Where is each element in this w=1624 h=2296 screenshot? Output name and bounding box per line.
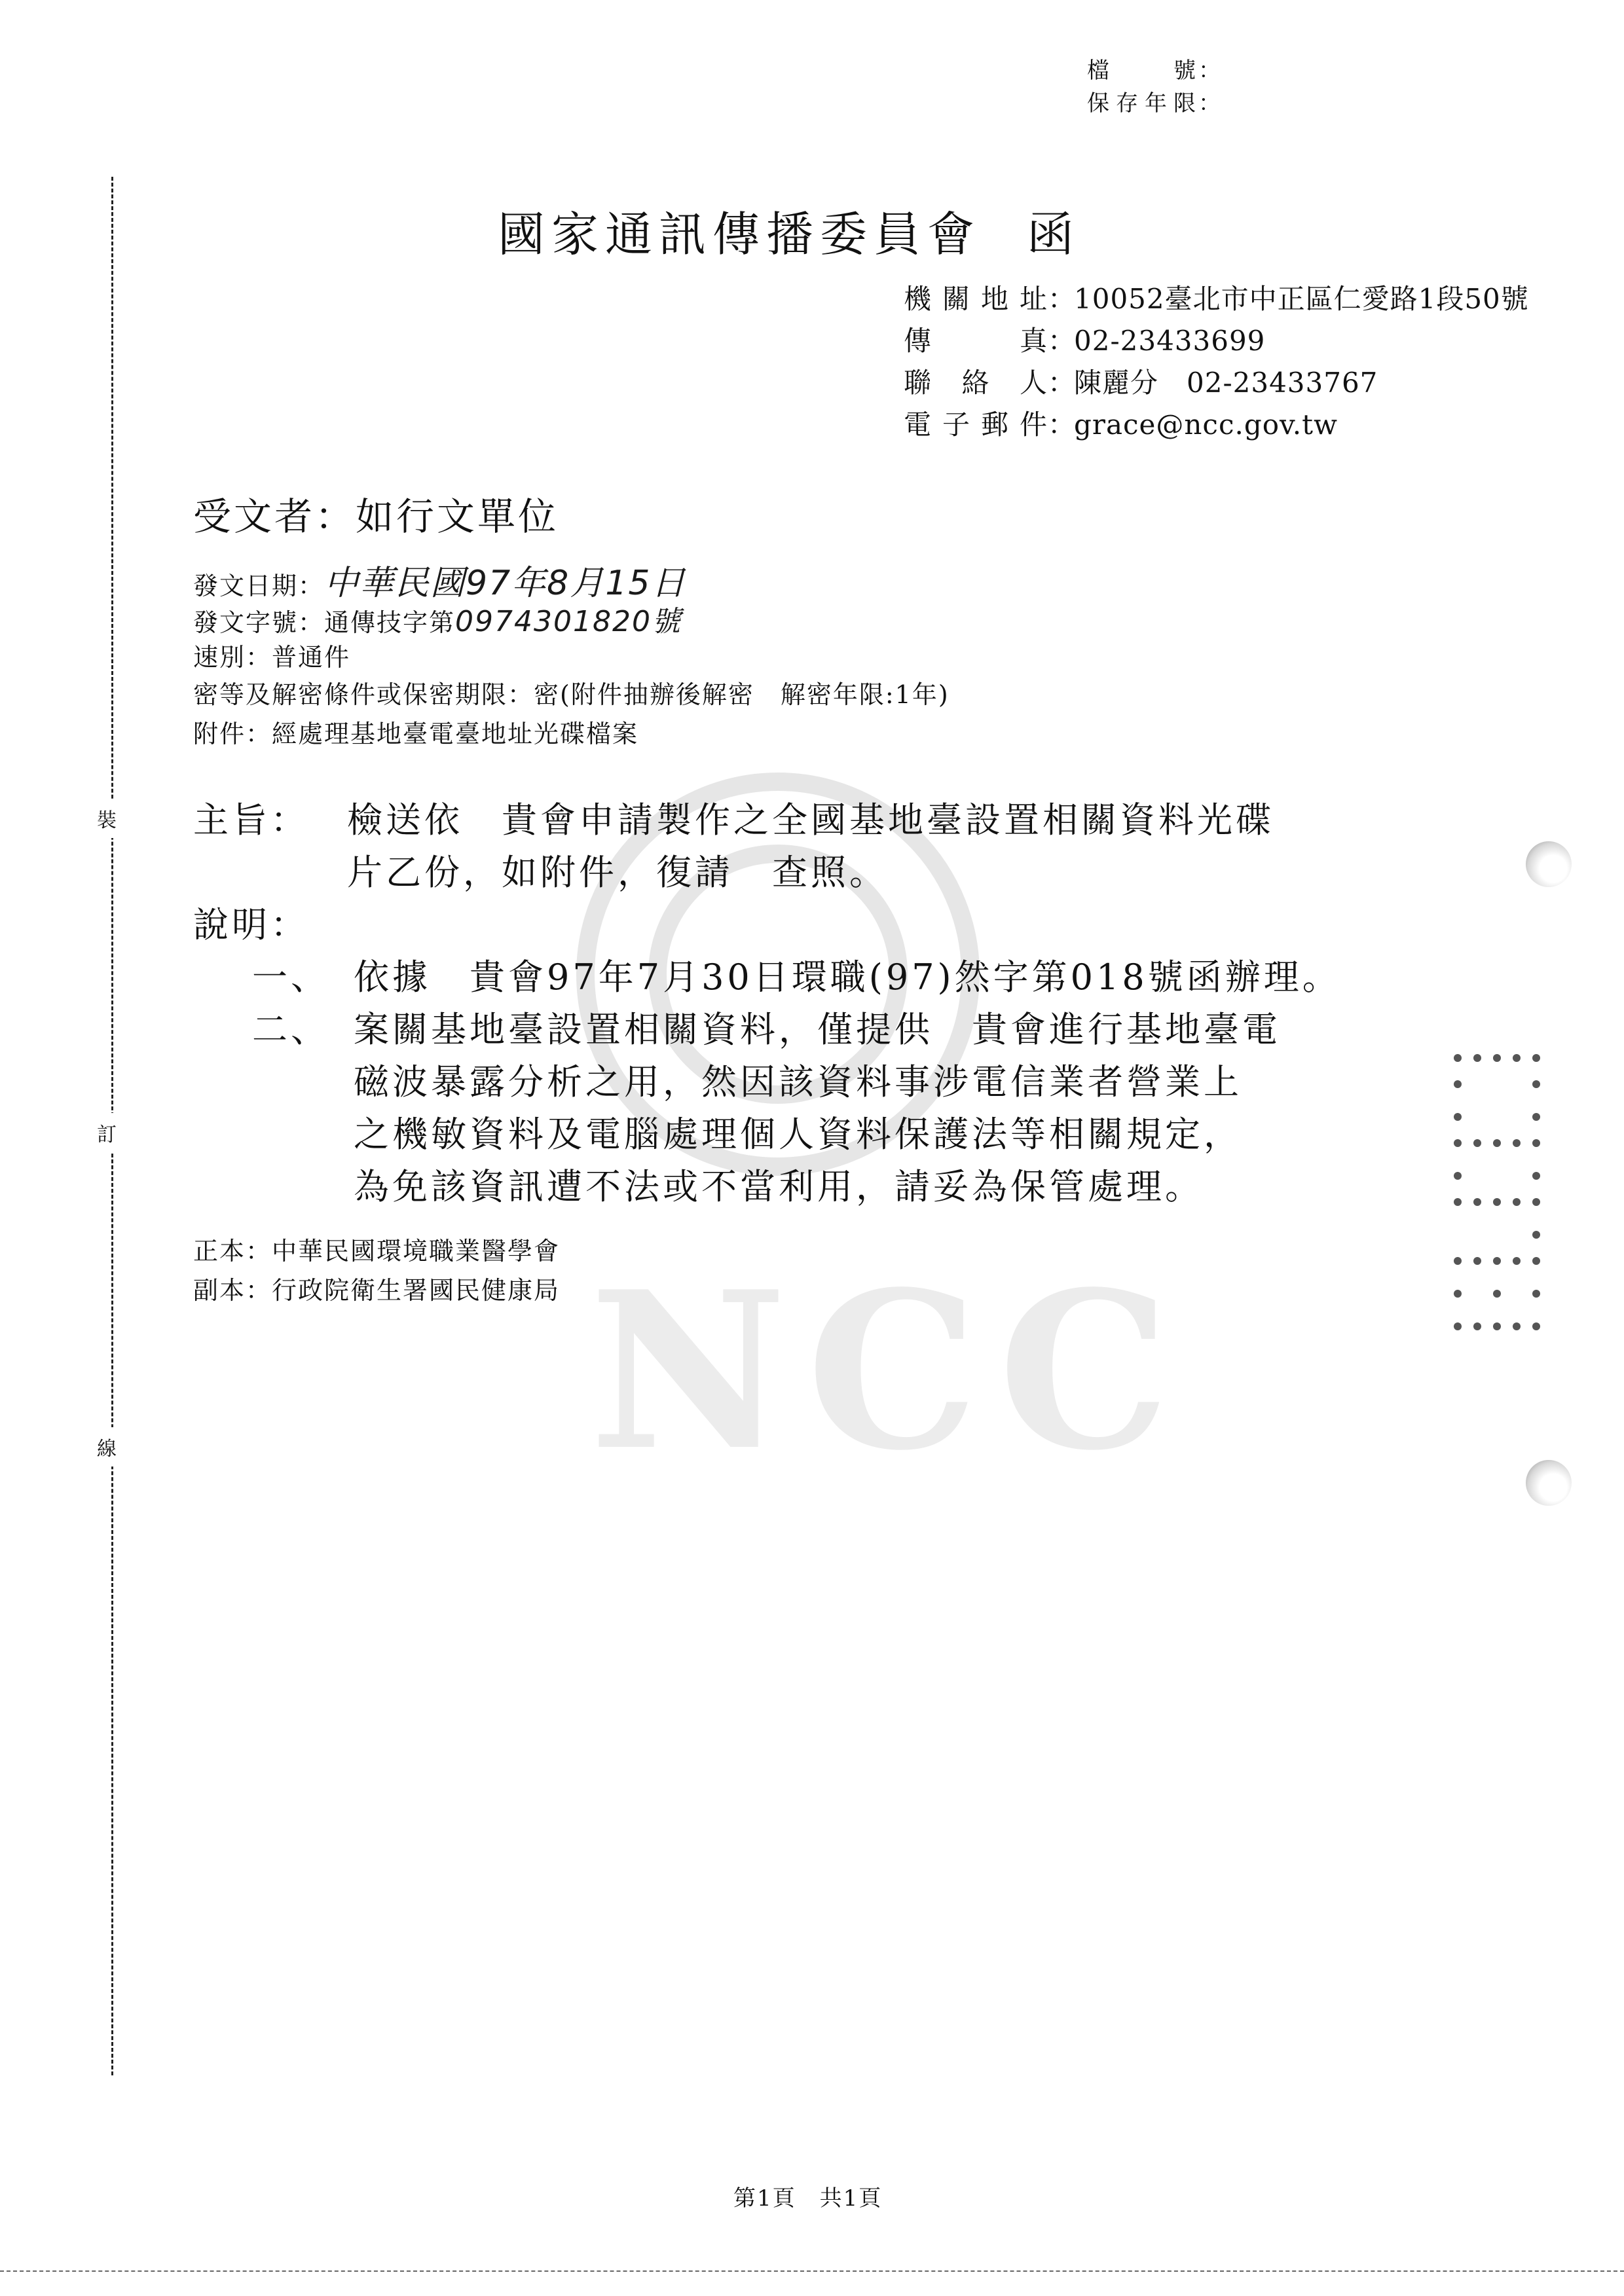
- dot-matrix-dot: [1454, 1257, 1462, 1265]
- dot-matrix-dot: [1513, 1257, 1521, 1265]
- contact-person-row: 聯絡人：陳麗分 02-23433767: [904, 362, 1529, 404]
- file-number-label: 檔號: [1087, 58, 1198, 84]
- subject-line-1: 檢送依 貴會申請製作之全國基地臺設置相關資料光碟: [347, 799, 1274, 841]
- dot-matrix-dot: [1532, 1080, 1540, 1088]
- recipient-row: [193, 486, 559, 541]
- dot-matrix-dot: [1532, 1139, 1540, 1147]
- dot-matrix-dot: [1473, 1257, 1481, 1265]
- dot-matrix-dot: [1532, 1231, 1540, 1239]
- original-recipient-row: [193, 1231, 560, 1267]
- dot-matrix-dot: [1493, 1139, 1501, 1147]
- dot-matrix-dot: [1473, 1198, 1481, 1206]
- contact-block: [904, 278, 1529, 446]
- fax-row: 傳真：02-23433699: [904, 320, 1529, 362]
- dot-matrix-dot: [1454, 1198, 1462, 1206]
- speed-value: 普通件: [272, 643, 351, 672]
- recipient-value: 如行文單位: [356, 494, 559, 539]
- attachment-label: 附件：: [193, 720, 272, 748]
- dot-matrix-dot: [1454, 1322, 1462, 1330]
- speed-label: 速別：: [193, 643, 272, 672]
- copy-recipient-row: [193, 1270, 560, 1306]
- doc-number-row: [193, 598, 682, 640]
- original-label: 正本：: [193, 1237, 272, 1266]
- dot-matrix-dot: [1532, 1257, 1540, 1265]
- item-1-line-1: 依據 貴會97年7月30日環職(97)然字第018號函辦理。: [354, 957, 1341, 998]
- item-2-line-2: 磁波暴露分析之用，然因該資料事涉電信業者營業上: [354, 1061, 1242, 1102]
- dot-matrix-dot: [1473, 1139, 1481, 1147]
- attachment-row: [193, 714, 638, 750]
- dot-matrix-dot: [1454, 1080, 1462, 1088]
- dot-matrix-dot: [1473, 1322, 1481, 1330]
- document-title: [498, 196, 1080, 264]
- file-number-field: 檔號：: [1087, 52, 1214, 84]
- dot-matrix-dot: [1454, 1172, 1462, 1180]
- copy-label: 副本：: [193, 1276, 272, 1305]
- dot-matrix-dot: [1493, 1198, 1501, 1206]
- item-1-number: 一、: [252, 957, 329, 998]
- dot-matrix-dot: [1454, 1113, 1462, 1121]
- secrecy-row: [193, 674, 950, 710]
- doc-number-label: 發文字號：: [193, 608, 325, 637]
- dot-matrix-dot: [1493, 1290, 1501, 1298]
- copy-value: 行政院衛生署國民健康局: [272, 1276, 561, 1305]
- subject-label: 主旨：: [193, 799, 309, 841]
- dot-matrix-dot: [1513, 1198, 1521, 1206]
- issue-date-row: [193, 555, 686, 604]
- dot-matrix-dot: [1513, 1054, 1521, 1062]
- address-row: 機關地址：10052臺北市中正區仁愛路1段50號: [904, 278, 1529, 320]
- dot-matrix-dot: [1473, 1054, 1481, 1062]
- speed-row: [193, 637, 350, 673]
- address-label: 機關地址: [904, 283, 1048, 315]
- doc-type: 函: [1027, 207, 1081, 262]
- dot-matrix-dot: [1493, 1257, 1501, 1265]
- secrecy-value: 密(附件抽辦後解密 解密年限:1年): [534, 680, 950, 709]
- dot-matrix-dot: [1493, 1054, 1501, 1062]
- item-2-number: 二、: [252, 1009, 329, 1050]
- dot-matrix-dot: [1532, 1198, 1540, 1206]
- retention-field: 保存年限：: [1087, 85, 1214, 117]
- address-value: 10052臺北市中正區仁愛路1段50號: [1074, 283, 1529, 315]
- binding-char-2: 訂: [97, 1113, 117, 1152]
- dot-matrix-dot: [1532, 1113, 1540, 1121]
- item-2-line-1: 案關基地臺設置相關資料，僅提供 貴會進行基地臺電: [354, 1009, 1281, 1050]
- dot-matrix-dot: [1493, 1322, 1501, 1330]
- dot-matrix-dot: [1532, 1054, 1540, 1062]
- fax-value: 02-23433699: [1074, 325, 1266, 357]
- doc-number-prefix: 通傳技字第: [324, 608, 456, 637]
- email-value: grace@ncc.gov.tw: [1074, 409, 1338, 441]
- bottom-rule: [0, 2270, 1624, 2272]
- item-2-line-4: 為免該資訊遭不法或不當利用，請妥為保管處理。: [354, 1166, 1204, 1207]
- issue-date-label: 發文日期：: [193, 572, 325, 600]
- issue-date-value: 中華民國97年8月15日: [324, 564, 687, 603]
- retention-label: 保存年限: [1087, 90, 1198, 117]
- contact-person-label: 聯絡人: [904, 367, 1048, 399]
- item-2-line-3: 之機敏資料及電腦處理個人資料保護法等相關規定，: [354, 1114, 1242, 1155]
- email-label: 電子郵件: [904, 409, 1048, 441]
- binding-char-3: 線: [97, 1427, 117, 1467]
- dot-matrix-dot: [1454, 1139, 1462, 1147]
- page-number: 第1頁 共1頁: [733, 2185, 883, 2212]
- punch-hole-bottom: [1526, 1460, 1572, 1506]
- secrecy-label: 密等及解密條件或保密期限：: [193, 680, 534, 709]
- attachment-value: 經處理基地臺電臺地址光碟檔案: [272, 720, 639, 748]
- explanation-label: 說明：: [193, 904, 309, 945]
- dot-matrix-dot: [1532, 1322, 1540, 1330]
- punch-hole-top: [1526, 841, 1572, 887]
- recipient-label: 受文者：: [193, 494, 356, 539]
- original-value: 中華民國環境職業醫學會: [272, 1237, 561, 1266]
- doc-number-value: 0974301820號: [455, 605, 682, 638]
- dot-matrix-dot: [1454, 1290, 1462, 1298]
- binding-char-1: 裝: [97, 799, 117, 838]
- contact-person-value: 陳麗分 02-23433767: [1074, 367, 1378, 399]
- dot-matrix-dot: [1513, 1322, 1521, 1330]
- org-name: 國家通訊傳播委員會: [498, 207, 982, 262]
- watermark-text: NCC: [589, 1244, 1190, 1498]
- subject-line-2: 片乙份，如附件，復請 查照。: [347, 852, 888, 893]
- email-row: 電子郵件：grace@ncc.gov.tw: [904, 404, 1529, 446]
- dot-matrix-dot: [1454, 1054, 1462, 1062]
- dot-matrix-dot: [1532, 1290, 1540, 1298]
- fax-label: 傳真: [904, 325, 1048, 357]
- dot-matrix-dot: [1513, 1139, 1521, 1147]
- dot-matrix-dot: [1532, 1172, 1540, 1180]
